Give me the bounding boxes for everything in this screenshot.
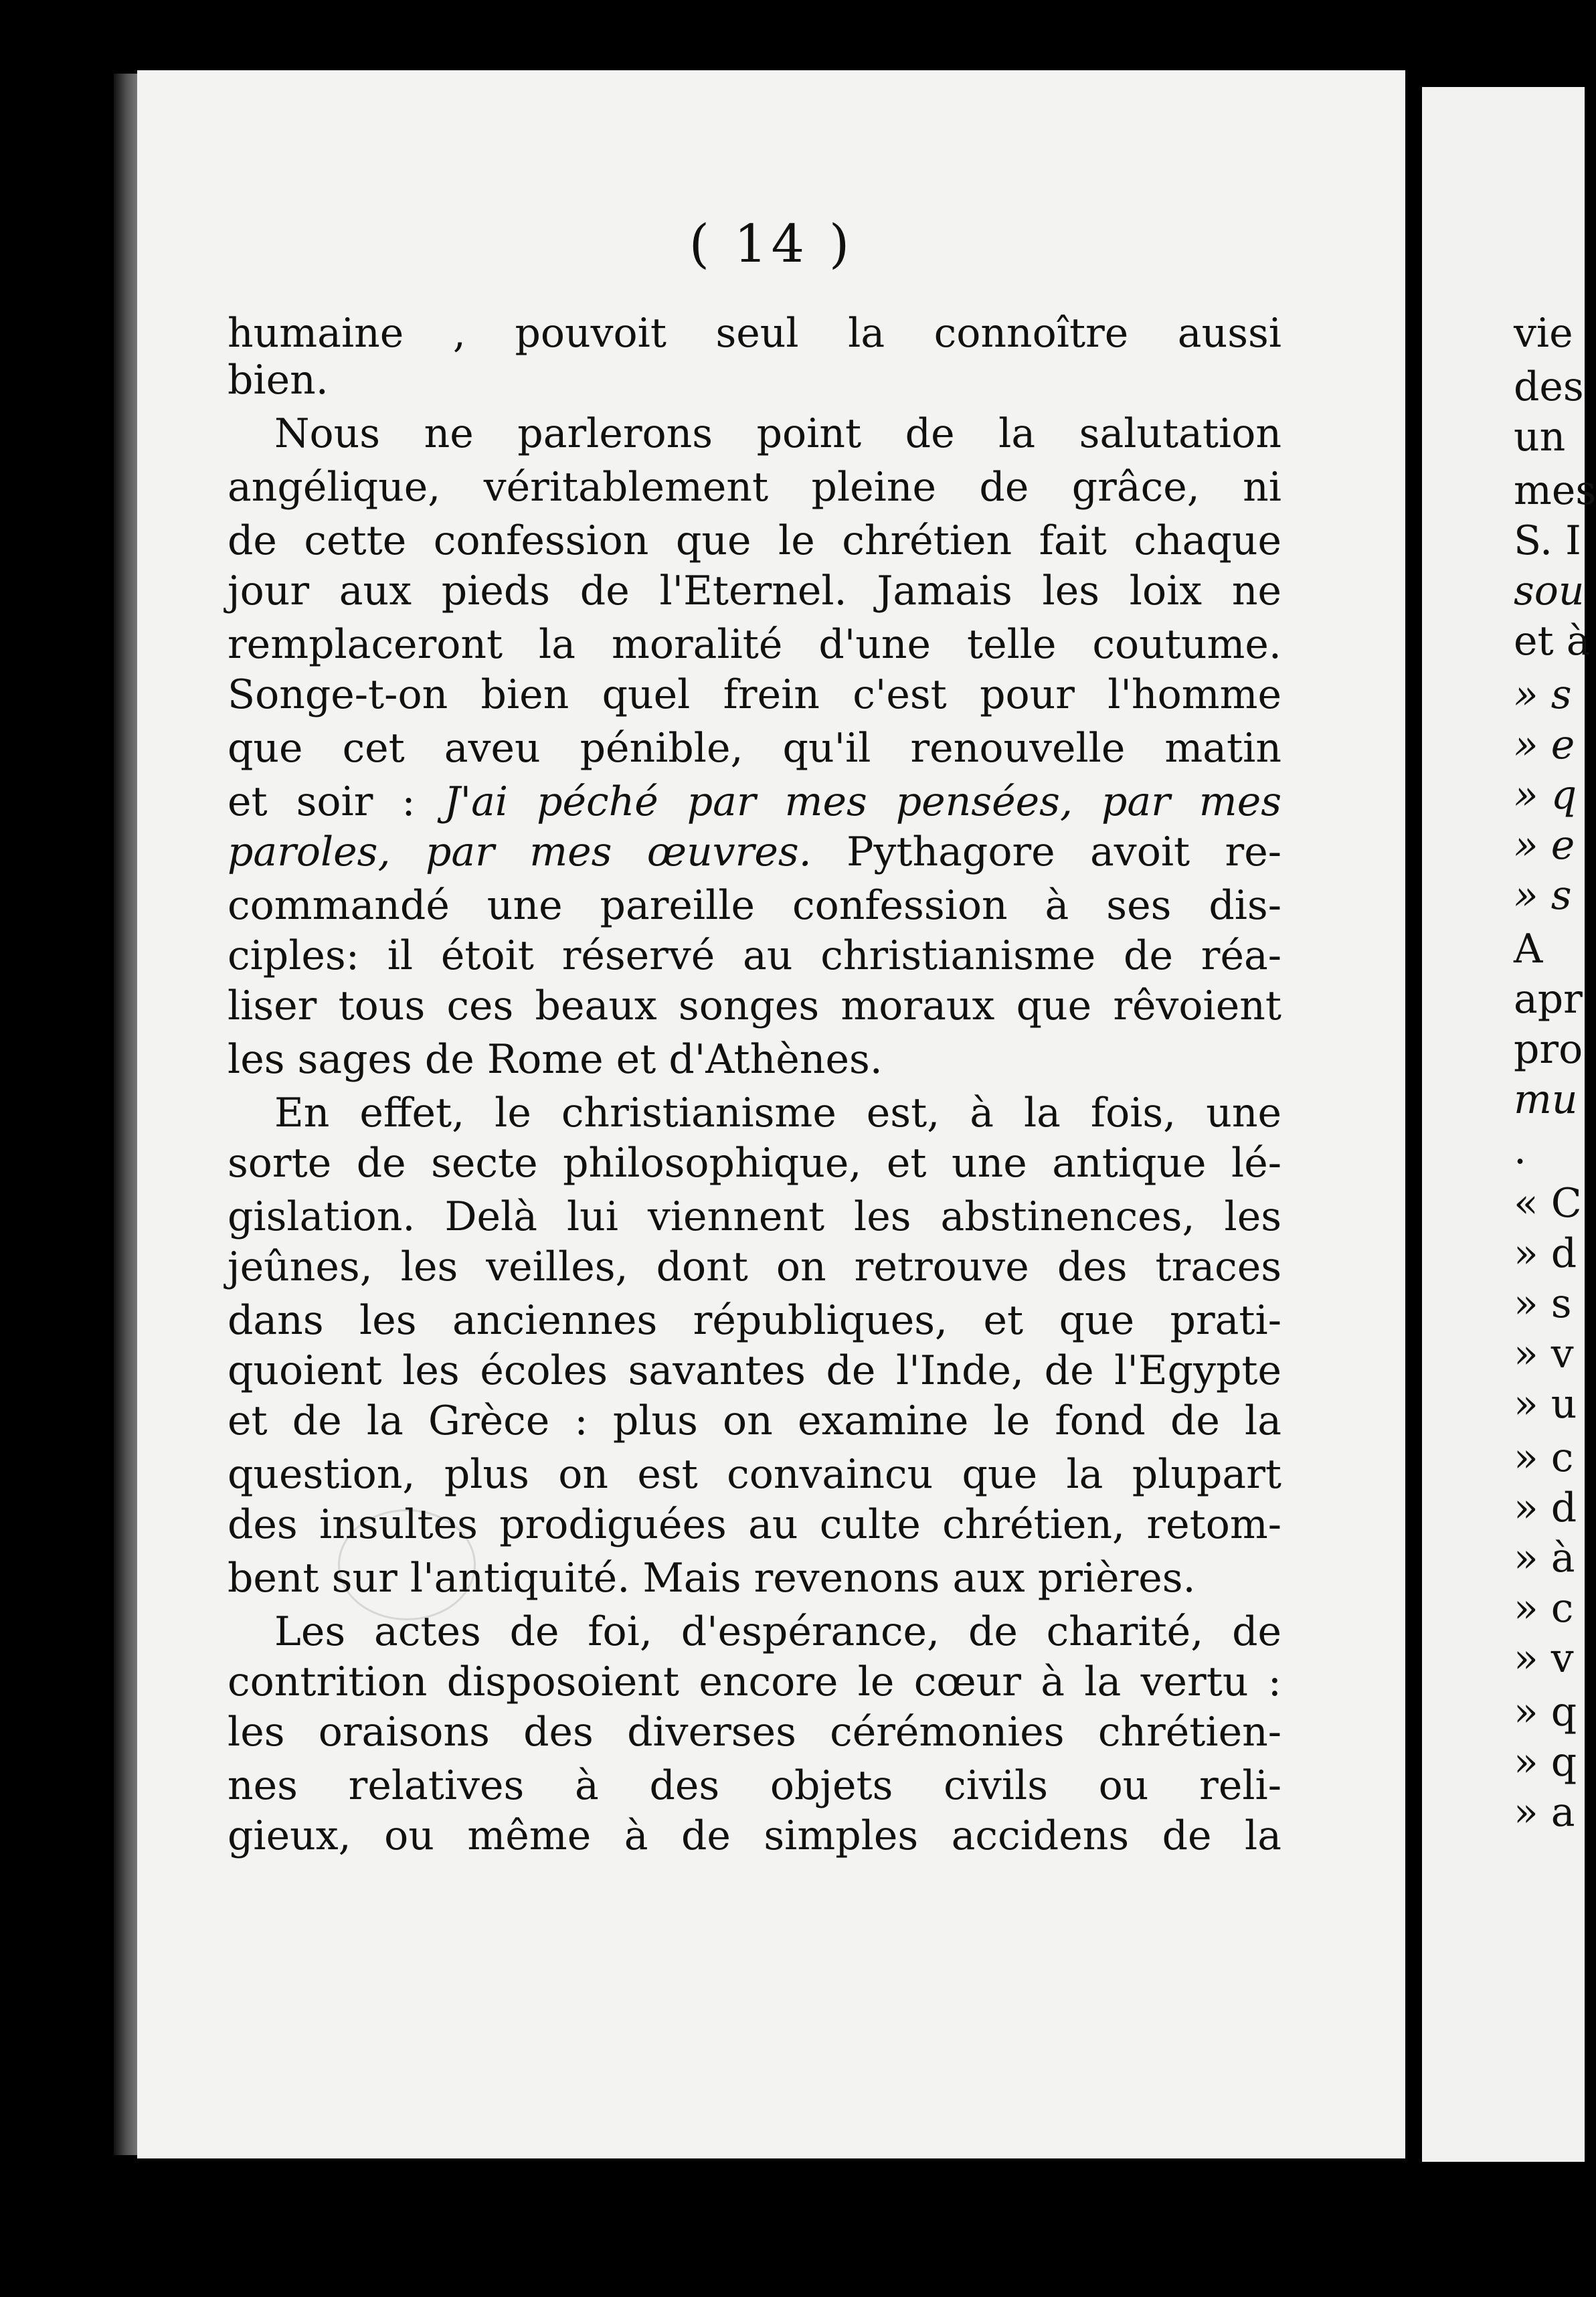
- text-line: [228, 355, 1281, 406]
- text-line: [228, 827, 1281, 877]
- text-line: [228, 1395, 1281, 1446]
- text-line: [228, 669, 1281, 720]
- text-line: [228, 880, 1281, 931]
- text-line: [228, 930, 1281, 981]
- italic-text: paroles, par mes œuvres.: [228, 829, 812, 875]
- facing-text-line: » s: [1514, 671, 1572, 718]
- facing-text-line: S. I: [1514, 517, 1581, 564]
- text-segment: que cet aveu pénible, qu'il renouvelle matin: [228, 725, 1281, 772]
- facing-text-line: » u: [1514, 1381, 1577, 1428]
- text-segment: les sages de Rome et d'Athènes.: [228, 1036, 883, 1083]
- text-line: [228, 1656, 1281, 1707]
- facing-text-line: » e: [1514, 822, 1575, 869]
- facing-text-line: » s: [1514, 872, 1572, 919]
- facing-text-line: » à: [1514, 1535, 1575, 1582]
- text-line: [228, 1242, 1281, 1292]
- facing-text-line: apr: [1514, 976, 1583, 1023]
- text-line: [228, 1760, 1281, 1811]
- facing-text-line: » s: [1514, 1280, 1572, 1327]
- facing-text-line: » e: [1514, 721, 1575, 768]
- facing-text-line: » q: [1514, 1689, 1577, 1735]
- text-segment: Nous ne parlerons point de la salutation: [274, 410, 1281, 457]
- text-line: [274, 1606, 1281, 1657]
- text-line: [228, 723, 1281, 774]
- facing-text-line: » d: [1514, 1484, 1577, 1531]
- text-segment: liser tous ces beaux songes moraux que rêvoient: [228, 983, 1281, 1029]
- text-line: [228, 308, 1281, 359]
- page-number: ( 14 ): [689, 214, 854, 274]
- text-line: [228, 1553, 1281, 1604]
- text-segment: angélique, véritablement pleine de grâce, ni: [228, 464, 1281, 511]
- text-line: [228, 1138, 1281, 1189]
- facing-text-line: » c: [1514, 1434, 1574, 1481]
- facing-text-line: » q: [1514, 772, 1577, 819]
- text-segment: et soir :: [228, 778, 444, 825]
- facing-text-line: » v: [1514, 1635, 1574, 1682]
- facing-text-line: sou: [1514, 568, 1585, 614]
- text-line: [228, 1499, 1281, 1550]
- facing-text-line: .: [1514, 1126, 1527, 1173]
- facing-text-line: » d: [1514, 1230, 1577, 1277]
- text-segment: les oraisons des diverses cérémonies chrétien-: [228, 1709, 1281, 1756]
- text-segment: commandé une pareille confession à ses dis-: [228, 882, 1281, 929]
- text-segment: bien.: [228, 357, 329, 404]
- facing-text-line: » c: [1514, 1585, 1574, 1632]
- text-segment: dans les anciennes républiques, et que prati-: [228, 1297, 1281, 1344]
- text-line: [228, 981, 1281, 1031]
- text-line: [228, 566, 1281, 616]
- facing-text-line: » q: [1514, 1739, 1577, 1786]
- text-segment: gislation. Delà lui viennent les abstinences, les: [228, 1193, 1281, 1240]
- text-line: [228, 1345, 1281, 1396]
- text-segment: Les actes de foi, d'espérance, de charité, de: [274, 1608, 1281, 1655]
- text-line: [228, 776, 1281, 827]
- facing-text-line: « C: [1514, 1180, 1582, 1227]
- text-segment: En effet, le christianisme est, à la fois, une: [274, 1090, 1281, 1136]
- text-line: [228, 1034, 1281, 1085]
- facing-text-line: mu: [1514, 1076, 1578, 1123]
- text-line: [228, 1295, 1281, 1346]
- text-segment: quoient les écoles savantes de l'Inde, de l'Egypte: [228, 1347, 1281, 1394]
- text-segment: jeûnes, les veilles, dont on retrouve des traces: [228, 1244, 1281, 1290]
- facing-text-line: un: [1514, 414, 1566, 460]
- text-line: [228, 1707, 1281, 1758]
- text-line: [274, 1088, 1281, 1138]
- text-segment: de cette confession que le chrétien fait chaque: [228, 517, 1281, 564]
- text-line: [228, 1810, 1281, 1861]
- text-segment: gieux, ou même à de simples accidens de la: [228, 1812, 1281, 1859]
- text-line: [228, 1449, 1281, 1500]
- text-line: [228, 1191, 1281, 1242]
- facing-text-line: » a: [1514, 1789, 1575, 1836]
- text-line: [228, 462, 1281, 513]
- facing-text-line: » v: [1514, 1331, 1574, 1377]
- text-segment: nes relatives à des objets civils ou reli-: [228, 1762, 1281, 1809]
- text-line: [274, 408, 1281, 459]
- text-segment: Pythagore avoit re-: [811, 829, 1281, 875]
- text-segment: humaine , pouvoit seul la connoître aussi: [228, 310, 1281, 357]
- italic-text: J'ai péché par mes pensées, par mes: [444, 778, 1281, 825]
- text-segment: sorte de secte philosophique, et une antique lé-: [228, 1140, 1281, 1187]
- text-segment: jour aux pieds de l'Eternel. Jamais les loix ne: [228, 568, 1281, 614]
- text-segment: question, plus on est convaincu que la plupart: [228, 1451, 1281, 1498]
- facing-text-line: pro: [1514, 1026, 1583, 1073]
- text-segment: des insultes prodiguées au culte chrétien, retom-: [228, 1501, 1281, 1548]
- text-segment: contrition disposoient encore le cœur à la vertu :: [228, 1658, 1281, 1705]
- text-segment: et de la Grèce : plus on examine le fond de la: [228, 1397, 1281, 1444]
- text-segment: remplaceront la moralité d'une telle coutume.: [228, 621, 1281, 668]
- text-line: [228, 515, 1281, 566]
- facing-text-line: A: [1514, 926, 1543, 972]
- facing-text-line: et à: [1514, 618, 1591, 665]
- text-segment: Songe-t-on bien quel frein c'est pour l'homme: [228, 671, 1281, 718]
- facing-text-line: des: [1514, 363, 1584, 410]
- facing-text-line: vie: [1514, 310, 1573, 357]
- text-line: [228, 619, 1281, 670]
- text-segment: bent sur l'antiquité. Mais revenons aux prières.: [228, 1555, 1196, 1602]
- facing-text-line: mes: [1514, 467, 1596, 514]
- text-segment: ciples: il étoit réservé au christianisme de réa-: [228, 932, 1281, 979]
